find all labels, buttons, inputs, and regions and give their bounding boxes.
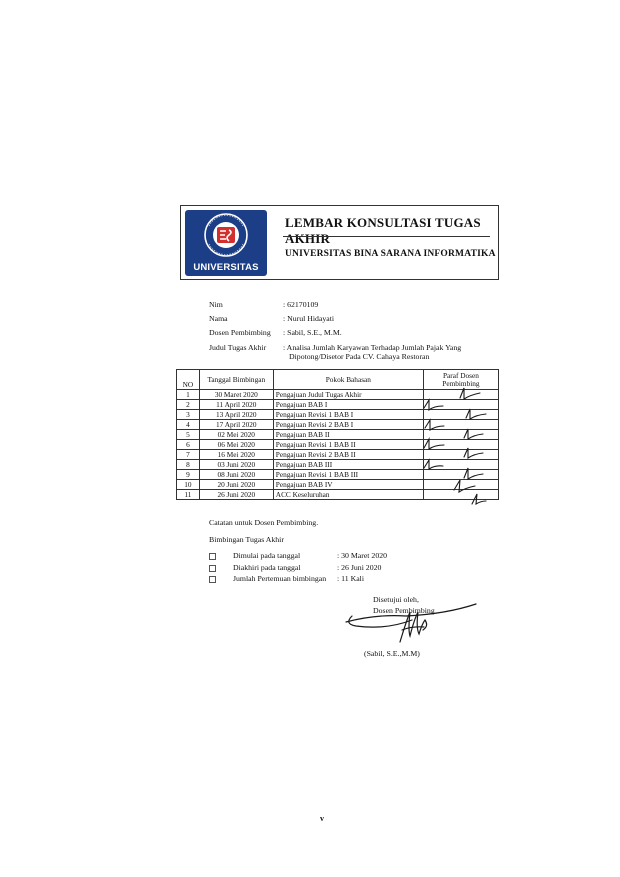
thesis-value-line2: Dipotong/Disetor Pada CV. Cahaya Restoran (289, 352, 430, 361)
column-header-date: Tanggal Bimbingan (199, 370, 273, 390)
column-header-signature: Paraf Dosen Pembimbing (423, 370, 498, 390)
row-date: 11 April 2020 (199, 400, 273, 410)
row-date: 03 Juni 2020 (199, 460, 273, 470)
column-header-no: NO (177, 370, 200, 390)
checkbox-start (209, 553, 216, 560)
checkbox-count (209, 576, 216, 583)
end-date-value: : 26 Juni 2020 (337, 563, 382, 572)
advisor-name: (Sabil, S.E.,M.M) (364, 649, 420, 658)
university-name: UNIVERSITAS BINA SARANA INFORMATIKA (285, 249, 496, 259)
thesis-label: Judul Tugas Akhir (209, 343, 267, 352)
row-date: 20 Juni 2020 (199, 480, 273, 490)
row-date: 26 Juni 2020 (199, 490, 273, 500)
notes-caption: Catatan untuk Dosen Pembimbing. (209, 518, 319, 527)
logo-caption: UNIVERSITAS (193, 262, 259, 273)
checkbox-end (209, 565, 216, 572)
document-header (180, 205, 499, 280)
nim-value: : 62170109 (283, 300, 319, 309)
start-date-value: : 30 Maret 2020 (337, 551, 388, 560)
notes-subtitle: Bimbingan Tugas Akhir (209, 535, 284, 544)
row-topic: Pengajuan Judul Tugas Akhir (273, 390, 423, 400)
name-value: : Nurul Hidayati (283, 314, 335, 323)
row-topic: Pengajuan Revisi 1 BAB III (273, 470, 423, 480)
thesis-value-line1: : Analisa Jumlah Karyawan Terhadap Jumlah Pajak Yang (283, 343, 462, 352)
row-no: 3 (177, 410, 200, 420)
document-title: LEMBAR KONSULTASI TUGAS AKHIR (285, 215, 481, 246)
row-topic: Pengajuan BAB II (273, 430, 423, 440)
university-logo (185, 210, 267, 276)
row-no: 9 (177, 470, 200, 480)
column-header-topic: Pokok Bahasan (273, 370, 423, 390)
row-no: 10 (177, 480, 200, 490)
advisor-role-label: Dosen Pembimbing (373, 606, 435, 615)
end-date-label: Diakhiri pada tanggal (233, 563, 301, 572)
row-date: 08 Juni 2020 (199, 470, 273, 480)
row-topic: Pengajuan Revisi 2 BAB I (273, 420, 423, 430)
meeting-count-label: Jumlah Pertemuan bimbingan (233, 574, 327, 583)
name-label: Nama (209, 314, 228, 323)
row-date: 30 Maret 2020 (199, 390, 273, 400)
advisor-label: Dosen Pembimbing (209, 328, 271, 337)
meeting-count-value: : 11 Kali (337, 574, 364, 583)
row-topic: Pengajuan Revisi 1 BAB I (273, 410, 423, 420)
row-topic: Pengajuan BAB I (273, 400, 423, 410)
page-number: v (320, 814, 324, 823)
row-no: 2 (177, 400, 200, 410)
row-date: 13 April 2020 (199, 410, 273, 420)
header-divider (283, 236, 490, 237)
row-date: 06 Mei 2020 (199, 440, 273, 450)
row-no: 11 (177, 490, 200, 500)
start-date-label: Dimulai pada tanggal (233, 551, 301, 560)
row-no: 5 (177, 430, 200, 440)
nim-label: Nim (209, 300, 223, 309)
row-topic: Pengajuan Revisi 2 BAB II (273, 450, 423, 460)
signature-icon (342, 600, 482, 650)
row-no: 4 (177, 420, 200, 430)
row-date: 02 Mei 2020 (199, 430, 273, 440)
row-date: 16 Mei 2020 (199, 450, 273, 460)
row-no: 7 (177, 450, 200, 460)
row-no: 6 (177, 440, 200, 450)
advisor-value: : Sabil, S.E., M.M. (283, 328, 342, 337)
paraf-initials-icon (420, 384, 500, 506)
row-topic: Pengajuan BAB III (273, 460, 423, 470)
row-no: 1 (177, 390, 200, 400)
row-topic: Pengajuan Revisi 1 BAB II (273, 440, 423, 450)
row-topic: ACC Keseluruhan (273, 490, 423, 500)
row-date: 17 April 2020 (199, 420, 273, 430)
row-no: 8 (177, 460, 200, 470)
approved-by-label: Disetujui oleh, (373, 595, 419, 604)
row-topic: Pengajuan BAB IV (273, 480, 423, 490)
